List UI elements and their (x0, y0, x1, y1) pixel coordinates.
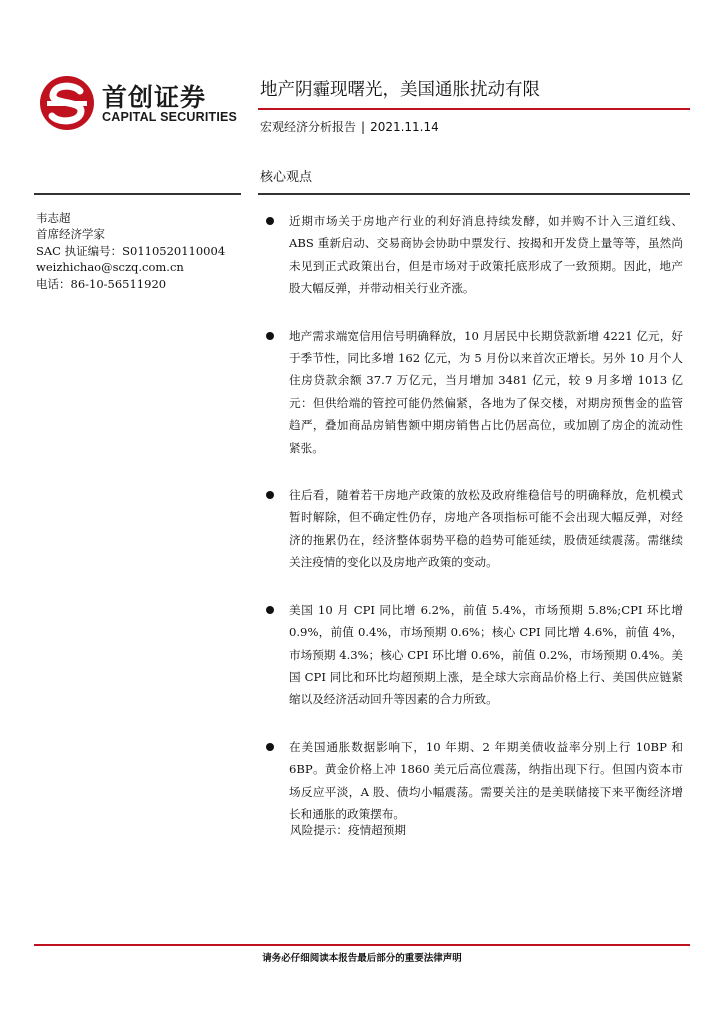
key-point (263, 325, 683, 459)
key-point-text: 往后看，随着若干房地产政策的放松及政府维稳信号的明确释放，危机模式暂时解除，但不确定性仍存，房地产各项指标可能不会出现大幅反弹，对经济的拖累仍在，经济整体弱势平稳的趋势可能延续，股债延续震荡。需继续关注疫情的变化以及房地产政策的变动。 (289, 488, 683, 570)
risk-note: 风险提示：疫情超预期 (290, 823, 406, 837)
author-phone: 电话：86-10-56511920 (36, 276, 167, 291)
report-title: 地产阴霾现曙光，美国通胀扰动有限 (260, 80, 540, 100)
subtitle-separator: | (361, 120, 366, 134)
title-divider (258, 108, 690, 110)
key-point (263, 736, 683, 826)
report-subtitle (260, 118, 439, 135)
logo-name-en: CAPITAL SECURITIES (102, 110, 238, 124)
key-point (263, 484, 683, 574)
author-name: 韦志超 (36, 211, 71, 225)
key-point-text: 近期市场关于房地产行业的利好消息持续发酵，如并购不计入三道红线、ABS 重新启动、交易商协会协助中票发行、按揭和开发贷上量等等，虽然尚未见到正式政策出台，但是市场对于政策托底形成了一致预期。因此，地产股大幅反弹，并带动相关行业齐涨。 (289, 214, 683, 296)
logo-name-cn: 首创证券 (102, 83, 207, 112)
bullet-dot-icon (266, 606, 274, 614)
author-email: weizhichao@sczq.com.cn (36, 260, 184, 275)
bullet-dot-icon (266, 217, 274, 225)
bullet-dot-icon (266, 743, 274, 751)
key-point (263, 210, 683, 300)
logo-mark-icon (38, 74, 96, 132)
key-point-text: 地产需求端宽信用信号明确释放，10 月居民中长期贷款新增 4221 亿元，好于季节性，同比多增 162 亿元，为 5 月份以来首次正增长。另外 10 月个人住房贷款余额 37.7 万亿元，当月增加 3481 亿元，较 9 月多增 1013 亿元：但供给端的管控可能仍然偏紧，各地为了保交楼，对期房预售金的监管趋严，叠加商品房销售额中期房销售占比仍居高位，或加剧了房企的流动性紧张。 (289, 328, 683, 455)
author-position: 首席经济学家 (36, 227, 105, 242)
report-date: 2021.11.14 (370, 120, 439, 134)
report-type: 宏观经济分析报告 (260, 120, 357, 134)
section-divider (258, 193, 690, 195)
company-logo (38, 72, 248, 132)
author-license: SAC 执证编号：S0110520110004 (36, 243, 226, 258)
key-points-list (263, 210, 683, 850)
bullet-dot-icon (266, 332, 274, 340)
author-info (36, 210, 225, 292)
section-title: 核心观点 (260, 170, 313, 185)
key-point-text: 在美国通胀数据影响下，10 年期、2 年期美债收益率分别上行 10BP 和 6BP。黄金价格上冲 1860 美元后高位震荡，纳指出现下行。但国内资本市场反应平淡，A 股、债均小幅震荡。需要关注的是美联储接下来平衡经济增长和通胀的政策摆布。 (289, 739, 683, 821)
legal-disclaimer: 请务必仔细阅读本报告最后部分的重要法律声明 (262, 953, 462, 964)
author-divider (34, 193, 241, 195)
footer-divider (34, 944, 690, 946)
bullet-dot-icon (266, 491, 274, 499)
key-point-text: 美国 10 月 CPI 同比增 6.2%，前值 5.4%，市场预期 5.8%;CPI 环比增 0.9%，前值 0.4%，市场预期 0.6%；核心 CPI 同比增 4.6%，前值 4%，市场预期 4.3%；核心 CPI 环比增 0.6%，前值 0.2%，市场预期 0.4%。美国 CPI 同比和环比均超预期上涨，是全球大宗商品价格上行、美国供应链紧缩以及经济活动回升等因素的合力所致。 (289, 602, 683, 707)
key-point (263, 599, 683, 711)
